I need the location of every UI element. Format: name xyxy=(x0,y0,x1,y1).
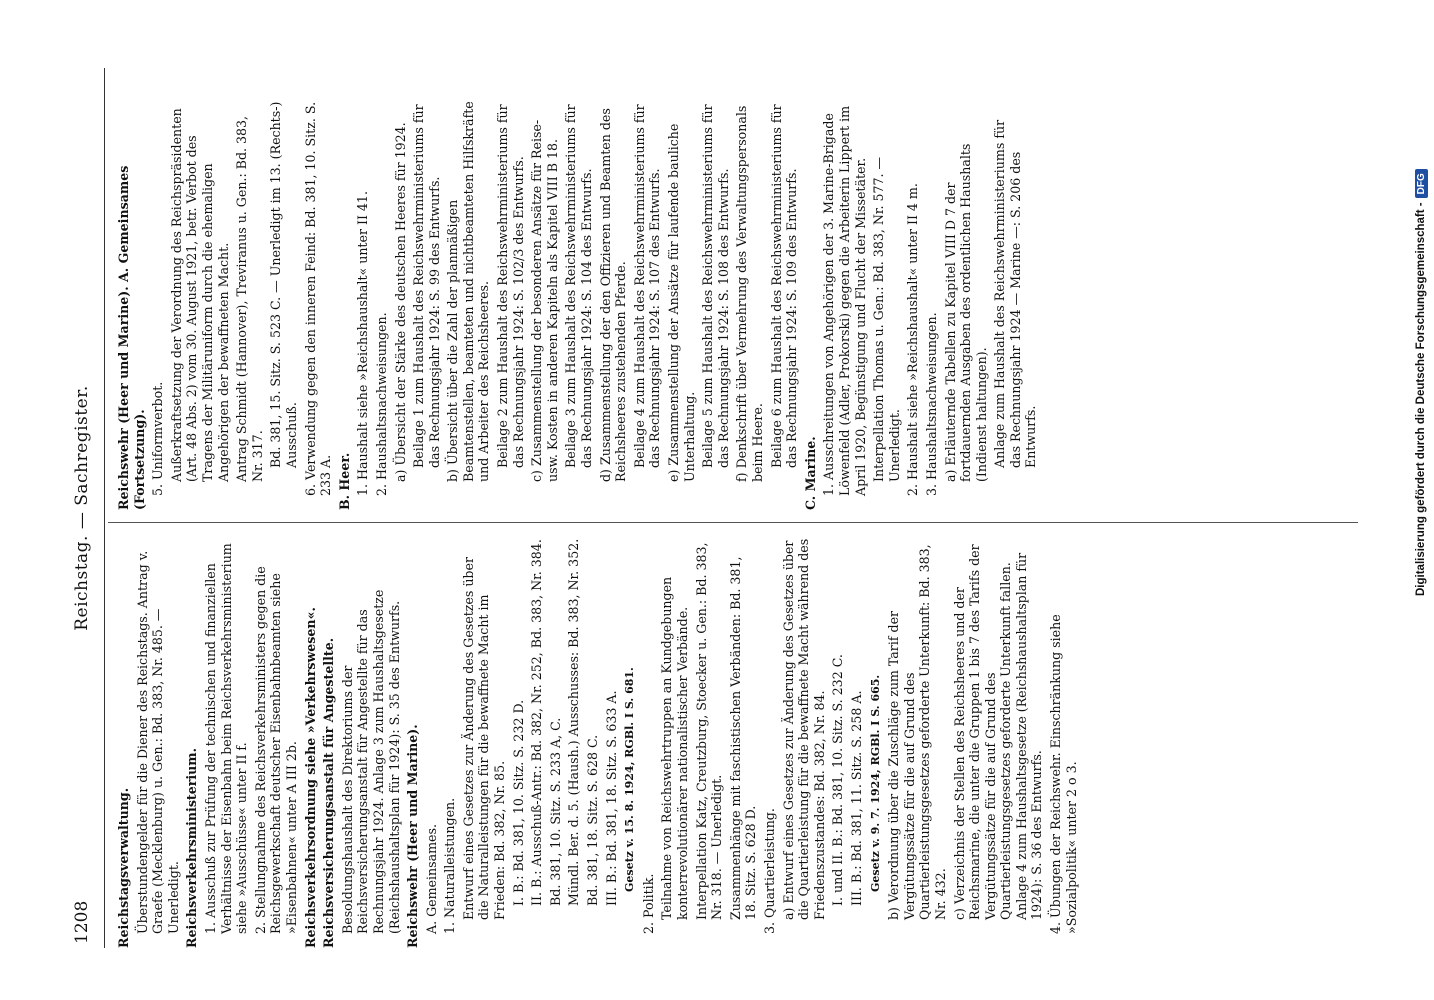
index-entry: Außerkraftsetzung der Verordnung des Reichspräsidenten (Art. 48 Abs. 2) vom 30. August 1921, betr. Verbot des Tragens der Militäruniform durch die ehemaligen Angehörigen der bewaffneten Macht. xyxy=(168,108,231,482)
index-entry: Bd. 381, 15. Sitz. S. 523 C. — Unerledigt im 13. (Rechts-) Ausschuß. xyxy=(268,101,299,468)
section-heading: Reichswehr (Heer und Marine). xyxy=(405,724,421,948)
section-heading: Reichsverkehrsordnung siehe »Verkehrswesen«. xyxy=(302,607,318,948)
index-entry: a) Entwurf eines Gesetzes zur Änderung des Gesetzes über die Quartierleistung für die bewaffnete Macht während des Friedenszustandes: Bd. 382, Nr. 84. xyxy=(780,538,827,920)
index-entry: I. und II. B.: Bd. 381, 10. Sitz. S. 232 C. xyxy=(830,654,846,906)
index-entry: A. Gemeinsames. xyxy=(423,824,439,934)
index-entry: Teilnahme von Reichswehrtruppen an Kundgebungen konterrevolutionärer nationalistischer Verbände. xyxy=(659,576,690,920)
section-heading: Reichstagsverwaltung. xyxy=(116,787,131,948)
index-entry: II. B.: Ausschuß-Antr.: Bd. 382, Nr. 252, Bd. 383, Nr. 384. xyxy=(529,539,545,906)
index-entry: 3. Haushaltsnachweisungen. xyxy=(923,312,939,496)
index-entry: Mündl. Ber. d. 5. (Haush.) Ausschusses: Bd. 383, Nr. 352. xyxy=(566,538,582,906)
index-entry: Entwurf eines Gesetzes zur Änderung des Gesetzes über die Naturalleistungen für die bewaffnete Macht im Frieden: Bd. 382, Nr. 85. xyxy=(460,557,508,920)
index-entry: Überstundengelder für die Diener des Reichstags. Antrag v. Graefe (Mecklenburg) u. Gen.: Bd. 383, Nr. 485. — Unerledigt. xyxy=(134,550,181,934)
left-column xyxy=(116,538,1082,948)
index-entry: 4. Übungen der Reichswehr. Einschränkung siehe »Sozialpolitik« unter 2 o 3. xyxy=(1048,614,1079,934)
index-entry: Zusammenhänge mit faschistischen Verbänden: Bd. 381, 18. Sitz. S. 628 D. xyxy=(727,556,759,920)
index-entry: 2. Haushaltsnachweisungen. xyxy=(373,312,389,496)
index-entry: a) Erläuternde Tabellen zu Kapitel VIII D 7 der fortdauernden Ausgaben des ordentlichen Haushalts (Indienst haltungen). xyxy=(942,143,989,482)
section-heading: Reichswehr (Heer und Marine). A. Gemeinsames (Fortsetzung). xyxy=(116,165,147,510)
index-entry: Beilage 6 zum Haushalt des Reichswehrministeriums für das Rechnungsjahr 1924: S. 109 des Entwurfs. xyxy=(768,104,800,468)
section-heading: C. Marine. xyxy=(802,436,818,510)
index-entry: Beilage 4 zum Haushalt des Reichswehrministeriums für das Rechnungsjahr 1924: S. 107 des Entwurfs. xyxy=(631,104,663,468)
right-column xyxy=(116,100,1042,510)
credit-text: Digitalisierung gefördert durch die Deutsche Forschungsgemeinschaft - xyxy=(1415,202,1427,596)
index-entry: Anlage zum Haushalt des Reichswehrministeriums für das Rechnungsjahr 1924 — Marine —: S. 206 des Entwurfs. xyxy=(992,119,1039,468)
index-entry: Interpellation Katz, Creutzburg, Stoecker u. Gen.: Bd. 383, Nr. 318. — Unerledigt. xyxy=(693,542,725,920)
index-entry: 1. Ausschreitungen von Angehörigen der 3. Marine-Brigade Löwenfeld (Adler, Prokorski) gegen die Arbeiterin Lippert im April 1920, Begünstigung und Flucht der Missetäter. xyxy=(821,105,868,496)
section-heading: Reichsverkehrsministerium. xyxy=(184,747,200,948)
dfg-logo: DFG xyxy=(1415,169,1428,198)
page-number: 1208 xyxy=(72,900,92,944)
section-heading: Reichsversicherungsanstalt für Angestellte. xyxy=(321,637,337,948)
index-entry: c) Verzeichnis der Stellen des Reichsheeres und der Reichsmarine, die unter die Gruppen 1 bis 7 des Tarifs der Vergütungssätze für die auf Grund des Quartierleistungsgesetzes geforderte Unterkunft fallen. Anlage 4 zum Haushaltsgesetze (Reichshaushaltsplan für 1924): S. 36 des Entwurfs. xyxy=(951,544,1045,920)
index-entry: 1. Naturalleistungen. xyxy=(442,797,458,934)
index-entry: d) Zusammenstellung der den Offizieren und Beamten des Reichsheeres zustehenden Pferde. xyxy=(597,108,629,482)
index-entry: III. B.: Bd. 381, 18. Sitz. S. 633 A. xyxy=(603,690,619,906)
index-entry: b) Verordnung über die Zuschläge zum Tarif der Vergütungssätze für die auf Grund des Quartierleistungsgesetzes geforderte Unterkunft: Bd. 383, Nr. 432. xyxy=(886,544,948,920)
index-entry: Beilage 1 zum Haushalt des Reichswehrministeriums für das Rechnungsjahr 1924: S. 99 des Entwurfs. xyxy=(411,104,442,468)
index-entry: 2. Politik. xyxy=(640,873,656,934)
index-entry: 6. Verwendung gegen den inneren Feind: Bd. 381, 10. Sitz. S. 233 A. xyxy=(302,101,334,496)
index-entry: Interpellation Thomas u. Gen.: Bd. 383, Nr. 577. — Unerledigt. xyxy=(871,156,902,482)
page-header xyxy=(62,68,102,948)
index-entry: c) Zusammenstellung der besonderen Ansätze für Reise- usw. Kosten in anderen Kapiteln als Kapitel VIII B 18. xyxy=(529,119,560,482)
index-entry: III. B.: Bd. 381, 11. Sitz. S. 258 A. xyxy=(848,690,864,906)
index-entry: Bd. 381, 18. Sitz. S. 628 C. xyxy=(585,734,601,906)
digitization-credit xyxy=(1412,6,1430,996)
index-entry: a) Übersicht der Stärke des deutschen Heeres für 1924. xyxy=(392,122,408,482)
index-entry: 3. Quartierleistung. xyxy=(761,808,777,934)
section-heading: B. Heer. xyxy=(336,452,352,510)
index-entry: Gesetz v. 15. 8. 1924, RGBl. I S. 681. xyxy=(623,667,637,892)
index-entry: I. B.: Bd. 381, 10. Sitz. S. 232 D. xyxy=(510,699,526,906)
index-entry: f) Denkschrift über Vermehrung des Verwaltungspersonals beim Heere. xyxy=(734,105,765,482)
index-entry: Besoldungshaushalt des Direktoriums der Reichsversicherungsanstalt für Angestellte für das Rechnungsjahr 1924. Anlage 3 zum Haushaltsgesetze (Reichshaushaltsplan für 1924): S. 35 des Entwurfs. xyxy=(339,589,402,934)
running-title: Reichstag. — Sachregister. xyxy=(72,385,92,631)
index-entry: 1. Haushalt siehe »Reichshaushalt« unter II 41. xyxy=(355,191,371,496)
index-entry: Beilage 2 zum Haushalt des Reichswehrministeriums für das Rechnungsjahr 1924: S. 102/3 des Entwurfs. xyxy=(495,104,526,468)
rotated-page xyxy=(62,68,1382,948)
index-entry: Beilage 5 zum Haushalt des Reichswehrministeriums für das Rechnungsjahr 1924: S. 108 des Entwurfs. xyxy=(700,104,731,468)
index-entry: 2. Haushalt siehe »Reichshaushalt« unter II 4 m. xyxy=(905,183,921,496)
index-entry: e) Zusammenstellung der Ansätze für laufende bauliche Unterhaltung. xyxy=(666,123,697,482)
index-entry: Beilage 3 zum Haushalt des Reichswehrministeriums für das Rechnungsjahr 1924: S. 104 des Entwurfs. xyxy=(563,104,595,468)
column-divider xyxy=(108,522,1358,523)
index-entry: Bd. 381, 10. Sitz. S. 233 A, C. xyxy=(547,717,563,906)
index-entry: 1. Ausschuß zur Prüfung der technischen und finanziellen Verhältnisse der Eisenbahn beim Reichsverkehrsministerium siehe »Ausschüsse« unter II f. xyxy=(202,543,250,934)
index-entry: Gesetz v. 9. 7. 1924, RGBl. I S. 665. xyxy=(868,674,882,892)
index-entry: Antrag Schmidt (Hannover), Treviranus u. Gen.: Bd. 383, Nr. 317. xyxy=(234,115,265,482)
index-entry: 2. Stellungnahme des Reichsverkehrsministers gegen die Reichsgewerkschaft deutscher Eisenbahnbeamten siehe »Eisenbahnen« unter A III 2b. xyxy=(252,566,299,934)
index-entry: b) Übersicht über die Zahl der planmäßigen Beamtenstellen, beamteten und nichtbeamteten Hilfskräfte und Arbeiter des Reichsheeres. xyxy=(445,101,492,482)
header-rule xyxy=(104,68,105,948)
index-entry: 5. Uniformverbot. xyxy=(150,381,166,496)
